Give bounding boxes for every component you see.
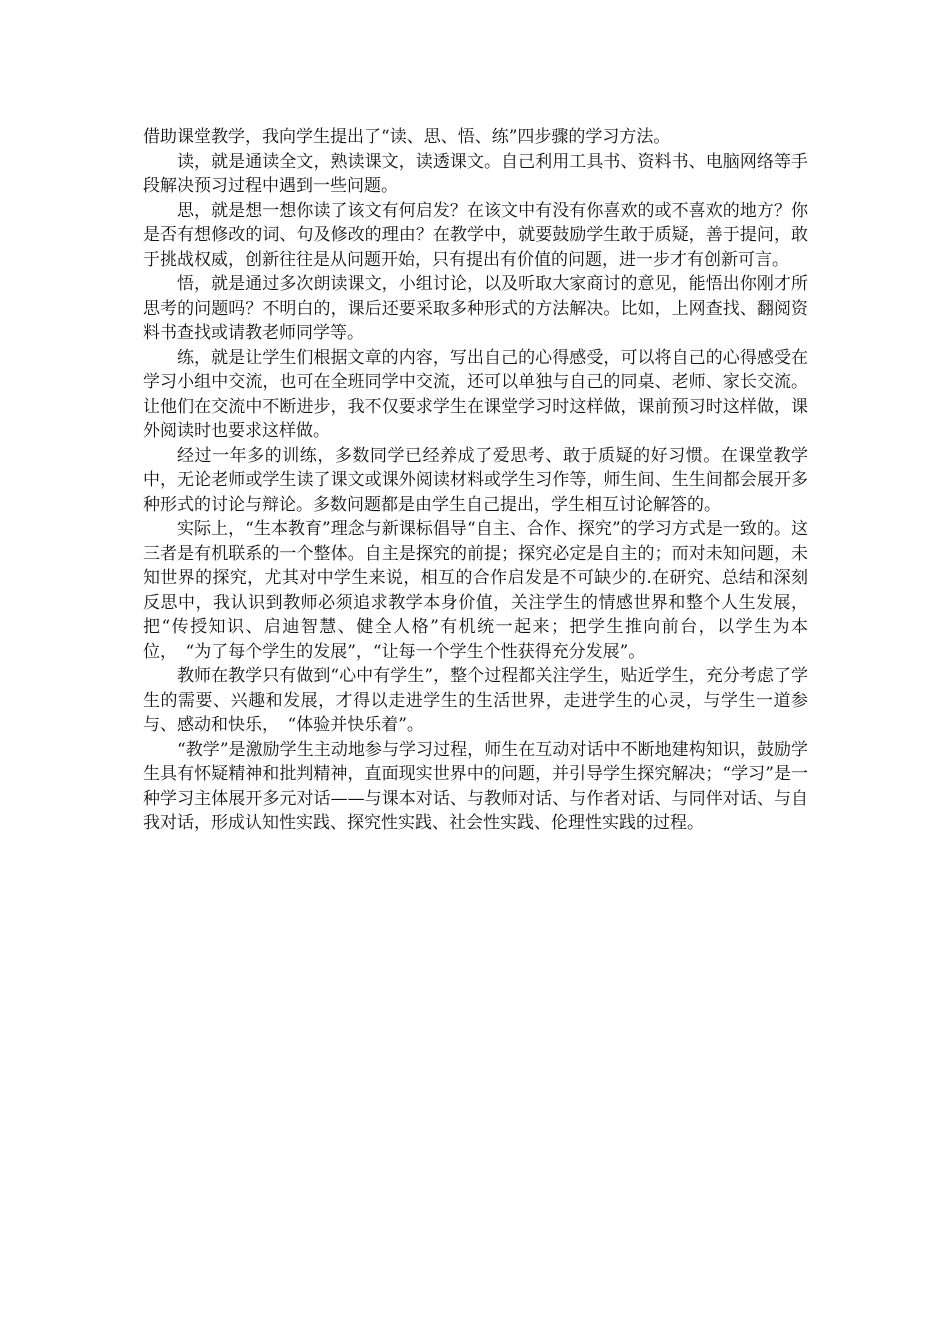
paragraph-results: 经过一年多的训练，多数同学已经养成了爱思考、敢于质疑的好习惯。在课堂教学中，无论老师或学生读了课文或课外阅读材料或学生习作等，师生间、生生间都会展开多种形式的讨论与辩论。多数问题都是由学生自己提出，学生相互讨论解答的。: [143, 445, 808, 515]
paragraph-realize: 悟，就是通过多次朗读课文，小组讨论，以及听取大家商讨的意见，能悟出你刚才所思考的问题吗？不明白的，课后还要采取多种形式的方法解决。比如，上网查找、翻阅资料书查找或请教老师同学等。: [143, 274, 808, 343]
paragraph-philosophy: 实际上，“生本教育”理念与新课标倡导“自主、合作、探究”的学习方式是一致的。这三者是有机联系的一个整体。自主是探究的前提；探究必定是自主的；而对未知问题，未知世界的探究，尤其对中学生来说，相互的合作启发是不可缺少的.在研究、总结和深刻反思中，我认识到教师必须追求教学本身价值，关注学生的情感世界和整个人生发展，把“传授知识、启迪智慧、健全人格”有机统一起来；把学生推向前台，以学生为本位， “为了每个学生的发展”，“让每一个学生个性获得充分发展”。: [143, 519, 808, 662]
paragraph-teacher: 教师在教学只有做到“心中有学生”，整个过程都关注学生，贴近学生，充分考虑了学生的需要、兴趣和发展，才得以走进学生的生活世界，走进学生的心灵，与学生一道参与、感动和快乐， “体验并快乐着”。: [143, 666, 808, 735]
paragraph-think: 思，就是想一想你读了该文有何启发？在该文中有没有你喜欢的或不喜欢的地方？你是否有想修改的词、句及修改的理由？在教学中，就要鼓励学生敢于质疑，善于提问，敢于挑战权威，创新往往是从问题开始，只有提出有价值的问题，进一步才有创新可言。: [143, 200, 808, 270]
paragraph-intro: 借助课堂教学，我向学生提出了“读、思、悟、练”四步骤的学习方法。: [143, 127, 671, 147]
paragraph-practice: 练，就是让学生们根据文章的内容，写出自己的心得感受，可以将自己的心得感受在学习小组中交流，也可在全班同学中交流，还可以单独与自己的同桌、老师、家长交流。让他们在交流中不断进步，我不仅要求学生在课堂学习时这样做，课前预习时这样做，课外阅读时也要求这样做。: [143, 347, 808, 441]
document-body: [143, 125, 808, 836]
paragraph-teaching-learning: “教学”是激励学生主动地参与学习过程，师生在互动对话中不断地建构知识，鼓励学生具有怀疑精神和批判精神，直面现实世界中的问题，并引导学生探究解决；“学习”是一种学习主体展开多元对话——与课本对话、与教师对话、与作者对话、与同伴对话、与自我对话，形成认知性实践、探究性实践、社会性实践、伦理性实践的过程。: [143, 739, 808, 833]
paragraph-read: 读，就是通读全文，熟读课文，读透课文。自己利用工具书、资料书、电脑网络等手段解决预习过程中遇到一些问题。: [143, 151, 808, 196]
